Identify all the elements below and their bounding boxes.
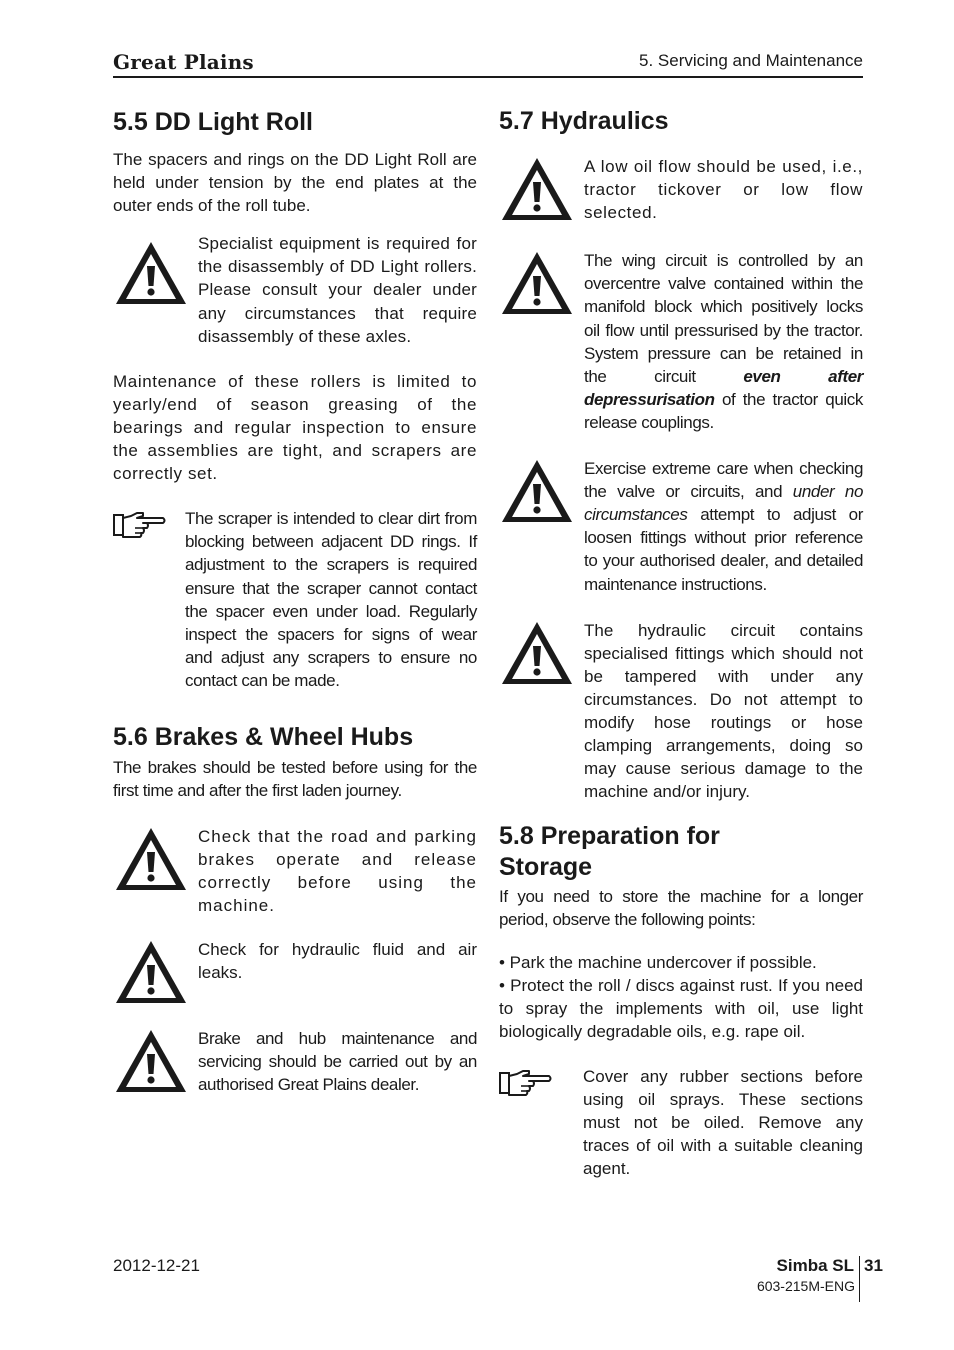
bullet-item: • Protect the roll / discs against rust. If you need to spray the implements with oil, use light biologically degradable oils, e.g. rape oil. bbox=[499, 975, 863, 1041]
warning-block bbox=[499, 619, 863, 804]
section-heading: 5.8 Preparation for Storage bbox=[499, 822, 720, 882]
page-number: 31 bbox=[864, 1256, 883, 1275]
footer-divider bbox=[859, 1256, 860, 1302]
paragraph: The spacers and rings on the DD Light Roll are held under tension by the end plates at the outer ends of the roll tube. bbox=[113, 150, 477, 216]
model-name: Simba SL bbox=[776, 1256, 854, 1275]
warning-block bbox=[113, 1027, 477, 1096]
warning-text: The hydraulic circuit contains specialised fittings which should not be tampered with under any circumstances. Do not attempt to modify hose routings or hose clamping arrangements, doing so may cause serious damage to the machine and/or injury. bbox=[584, 620, 863, 802]
section-5-7 bbox=[499, 106, 863, 803]
pointing-hand-icon bbox=[499, 1068, 553, 1098]
section-5-5 bbox=[113, 107, 477, 692]
note-block bbox=[113, 507, 477, 692]
footer-date: 2012-12-21 bbox=[113, 1256, 200, 1275]
section-5-6 bbox=[113, 722, 477, 1096]
note-block bbox=[499, 1065, 863, 1180]
warning-icon bbox=[499, 619, 575, 687]
left-column bbox=[113, 100, 477, 1096]
emphasis-text: even after depressurisation bbox=[584, 366, 863, 409]
warning-icon bbox=[499, 155, 575, 223]
warning-text: Specialist equipment is required for the disassembly of DD Light rollers. Please consult your dealer under any circumstances that require disassembly of these axles. bbox=[198, 234, 477, 346]
warning-block bbox=[113, 825, 477, 917]
warning-text: A low oil flow should be used, i.e., tractor tickover or low flow selected. bbox=[584, 157, 863, 223]
paragraph: The brakes should be tested before using for the first time and after the first laden journey. bbox=[113, 757, 477, 801]
note-text: The scraper is intended to clear dirt from blocking between adjacent DD rings. If adjustment to the scrapers is required ensure that the scraper cannot contact the spacer even under load. Regularly inspect the spacers for signs of wear and adjust any scrapers to ensure no contact can be made. bbox=[185, 509, 477, 690]
chapter-title: 5. Servicing and Maintenance bbox=[639, 51, 863, 70]
warning-block bbox=[113, 938, 477, 1006]
warning-block bbox=[499, 457, 863, 596]
pointing-hand-icon bbox=[113, 510, 167, 540]
footer-info bbox=[740, 1256, 900, 1302]
paragraph: If you need to store the machine for a longer period, observe the following points: bbox=[499, 887, 863, 930]
section-heading: 5.6 Brakes & Wheel Hubs bbox=[113, 722, 414, 751]
warning-block bbox=[499, 249, 863, 434]
part-number: 603-215M-ENG bbox=[756, 1278, 855, 1294]
paragraph: Maintenance of these rollers is limited to yearly/end of season greasing of the bearings and regular inspection to ensure the assemblies are tight, and scrapers are correctly set. bbox=[113, 371, 477, 484]
warning-text: The wing circuit is controlled by an overcentre valve contained within the manifold block which positively locks oil flow until pressurised by the tractor. System pressure can be retained in the circuit even after depressurisation of the tractor quick release couplings. bbox=[584, 251, 863, 432]
warning-text: Check that the road and parking brakes operate and release correctly before using the machine. bbox=[198, 827, 477, 916]
section-heading: 5.7 Hydraulics bbox=[499, 107, 669, 135]
bullet-item: • Park the machine undercover if possible. bbox=[499, 952, 817, 972]
warning-icon bbox=[113, 938, 189, 1006]
section-heading: 5.5 DD Light Roll bbox=[113, 108, 313, 136]
warning-text: Brake and hub maintenance and servicing should be carried out by an authorised Great Plains dealer. bbox=[198, 1028, 477, 1094]
right-column bbox=[499, 100, 863, 1180]
page-header bbox=[113, 48, 863, 78]
brand-logo-text: Great Plains bbox=[113, 50, 254, 74]
warning-icon bbox=[499, 457, 575, 525]
warning-icon bbox=[113, 239, 189, 307]
warning-block bbox=[113, 232, 477, 347]
warning-block bbox=[499, 155, 863, 224]
warning-text: Check for hydraulic fluid and air leaks. bbox=[198, 939, 477, 982]
warning-icon bbox=[113, 1027, 189, 1095]
note-text: Cover any rubber sections before using oil sprays. These sections must not be oiled. Remove any traces of oil with a suitable cleaning agent. bbox=[583, 1066, 863, 1179]
warning-icon bbox=[113, 825, 189, 893]
warning-text: Exercise extreme care when checking the valve or circuits, and under no circumstances attempt to adjust or loosen fittings without prior reference to your authorised dealer, and detailed maintenance instructions. bbox=[584, 459, 864, 594]
section-5-8 bbox=[499, 821, 863, 1180]
emphasis-text: under no circumstances bbox=[584, 482, 864, 525]
warning-icon bbox=[499, 249, 575, 317]
